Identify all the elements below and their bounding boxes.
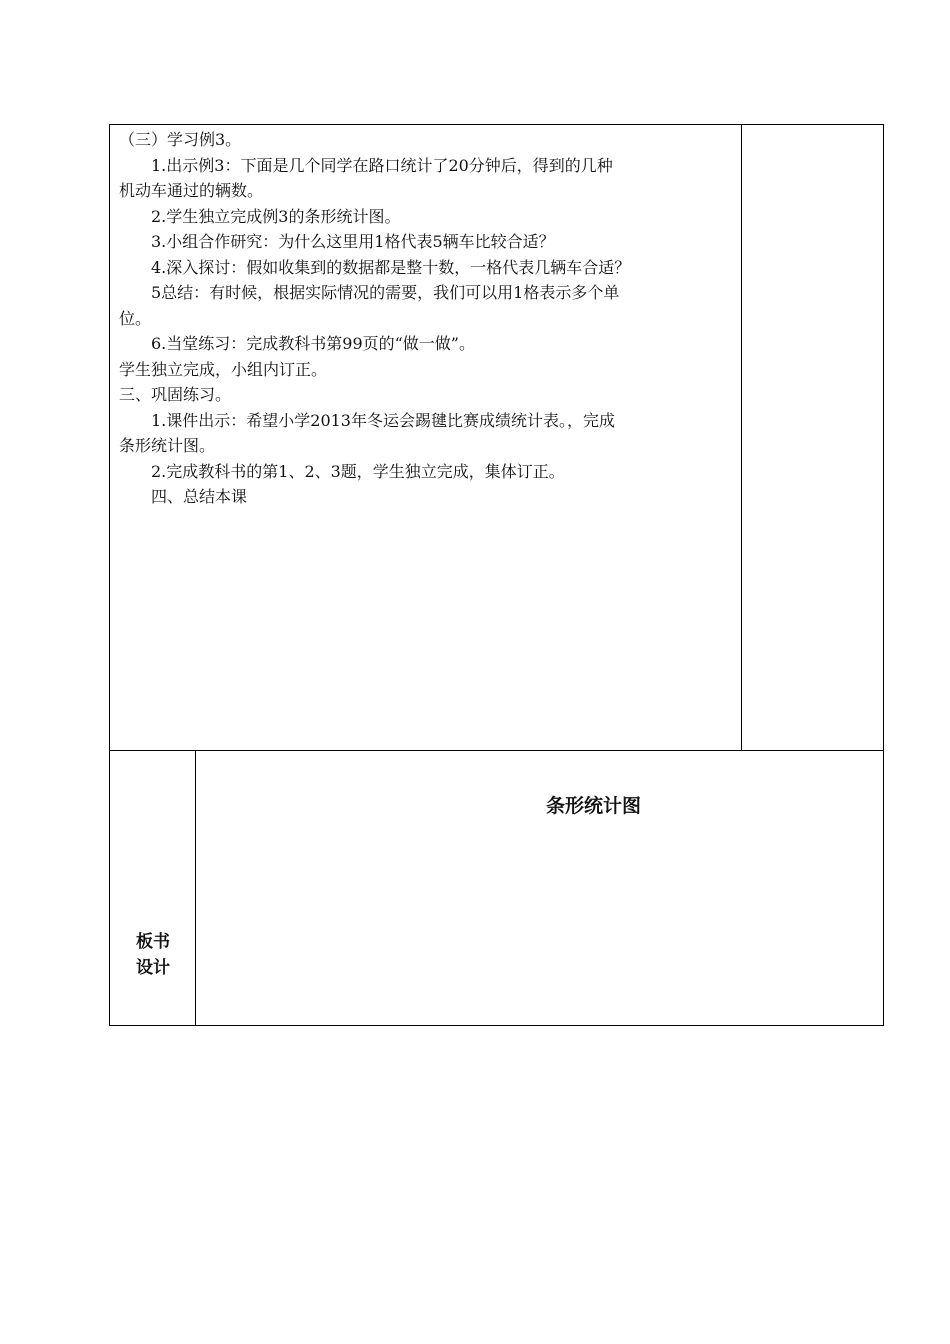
board-design-label-line: 板书: [136, 932, 170, 952]
lesson-line: 三、巩固练习。: [119, 385, 232, 404]
lesson-line: 机动车通过的辆数。: [119, 181, 264, 200]
board-design-label-cell: [110, 751, 196, 1025]
lesson-line: 4.深入探讨：假如收集到的数据都是整十数，一格代表几辆车合适？: [119, 257, 631, 277]
lesson-line: 2.学生独立完成例3的条形统计图。: [119, 206, 401, 226]
teaching-process-cell: [110, 125, 742, 750]
notes-cell: [742, 125, 883, 750]
lesson-line: 6.当堂练习：完成教科书第99页的“做一做”。: [119, 334, 475, 353]
lesson-line: （三）学习例3。: [119, 130, 242, 149]
lesson-line: 3.小组合作研究：为什么这里用1格代表5辆车比较合适？: [119, 232, 555, 251]
lesson-line: 条形统计图。: [119, 436, 216, 455]
lesson-line: 位。: [119, 308, 152, 328]
board-design-title: 条形统计图: [545, 795, 641, 817]
lesson-line: 四、总结本课: [119, 487, 248, 506]
board-design-label-line: 设计: [136, 958, 170, 978]
lesson-line: 学生独立完成，小组内订正。: [119, 359, 328, 379]
lesson-line: 1.出示例3：下面是几个同学在路口统计了20分钟后，得到的几种: [119, 155, 613, 175]
board-design-content-cell: [196, 751, 883, 1025]
board-design-label: [110, 929, 196, 981]
teaching-process-row: [110, 125, 883, 751]
lesson-plan-table: [109, 124, 884, 1026]
lesson-line: 2.完成教科书的第1、2、3题，学生独立完成，集体订正。: [119, 461, 565, 481]
lesson-line: 1.课件出示：希望小学2013年冬运会踢毽比赛成绩统计表。，完成: [119, 410, 615, 430]
lesson-line: 5总结：有时候，根据实际情况的需要，我们可以用1格表示多个单: [119, 283, 620, 302]
board-design-row: [110, 751, 883, 1025]
